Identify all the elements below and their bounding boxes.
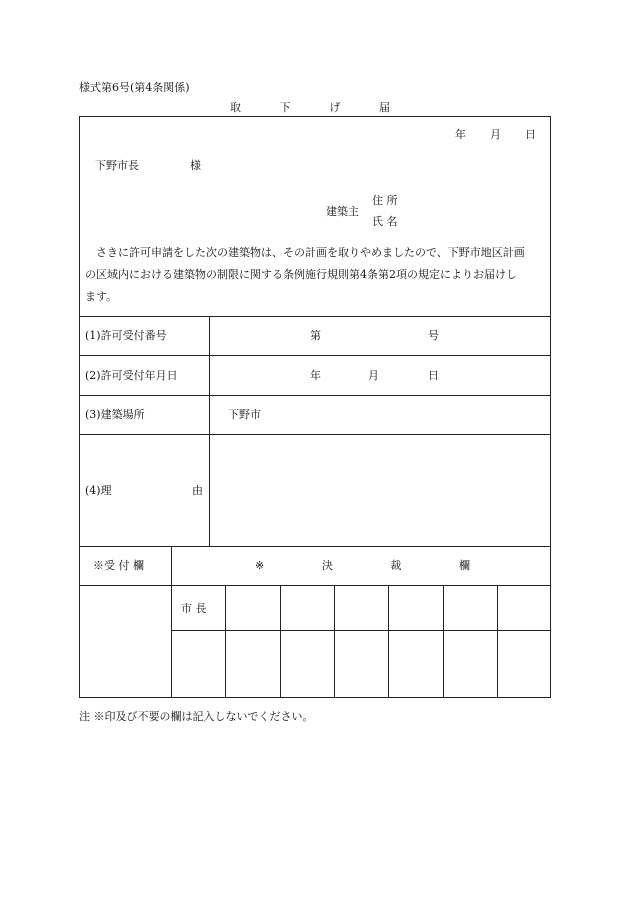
title-char: 下 [279,101,291,114]
permit-number-label: (1)許可受付番号 [85,329,167,342]
col-divider [225,585,226,698]
col-divider [171,546,172,698]
decision-char: 欄 [459,559,470,572]
address-label: 住 所 [372,194,398,207]
title-char: 取 [230,101,241,114]
decision-char: 裁 [390,559,402,572]
row-divider [171,630,551,631]
permit-date-label: (2)許可受付年月日 [85,369,178,382]
form-frame [79,116,551,698]
reason-label-prefix: (4)理 [85,484,112,497]
decision-char: ※ [255,559,265,572]
title-char: 届 [378,101,390,114]
decision-char: 決 [321,559,333,572]
statement-line: の区域内における建築物の制限に関する条例施行規則第4条第2項の規定によりお届けし [85,268,517,281]
row-divider [79,395,551,396]
row-divider [79,585,551,586]
permit-date-day: 日 [428,369,439,382]
col-divider [334,585,335,698]
permit-number-prefix: 第 [310,329,321,342]
title-char: げ [329,101,341,114]
decision-label [255,560,470,571]
date-month: 月 [490,128,501,141]
permit-date-month: 月 [368,369,379,382]
form-title [230,102,390,113]
statement [85,242,547,308]
col-divider [209,316,210,546]
row-divider [79,316,551,317]
applicant-label: 建築主 [326,205,359,218]
permit-date-year: 年 [310,369,321,382]
col-divider [443,585,444,698]
mayor-label: 市 長 [181,602,207,615]
statement-line: ます。 [85,290,118,303]
footer-note: 注 ※印及び不要の欄は記入しないでください。 [79,710,314,723]
addressee-honorific: 様 [190,159,201,172]
name-label: 氏 名 [372,215,398,228]
date-day: 日 [525,128,536,141]
reason-label-suffix: 由 [192,484,203,497]
addressee-name: 下野市長 [95,159,139,172]
location-label: (3)建築場所 [85,408,145,421]
row-divider [79,355,551,356]
date-year: 年 [455,128,466,141]
reception-label: ※受 付 欄 [93,559,144,572]
row-divider [79,434,551,435]
permit-number-suffix: 号 [428,329,439,342]
col-divider [280,585,281,698]
form-number: 様式第6号(第4条関係) [79,81,190,94]
col-divider [497,585,498,698]
location-value: 下野市 [228,408,261,421]
col-divider [388,585,389,698]
statement-line: さきに許可申請をした次の建築物は、その計画を取りやめましたので、下野市地区計画 [96,246,525,259]
row-divider [79,546,551,547]
